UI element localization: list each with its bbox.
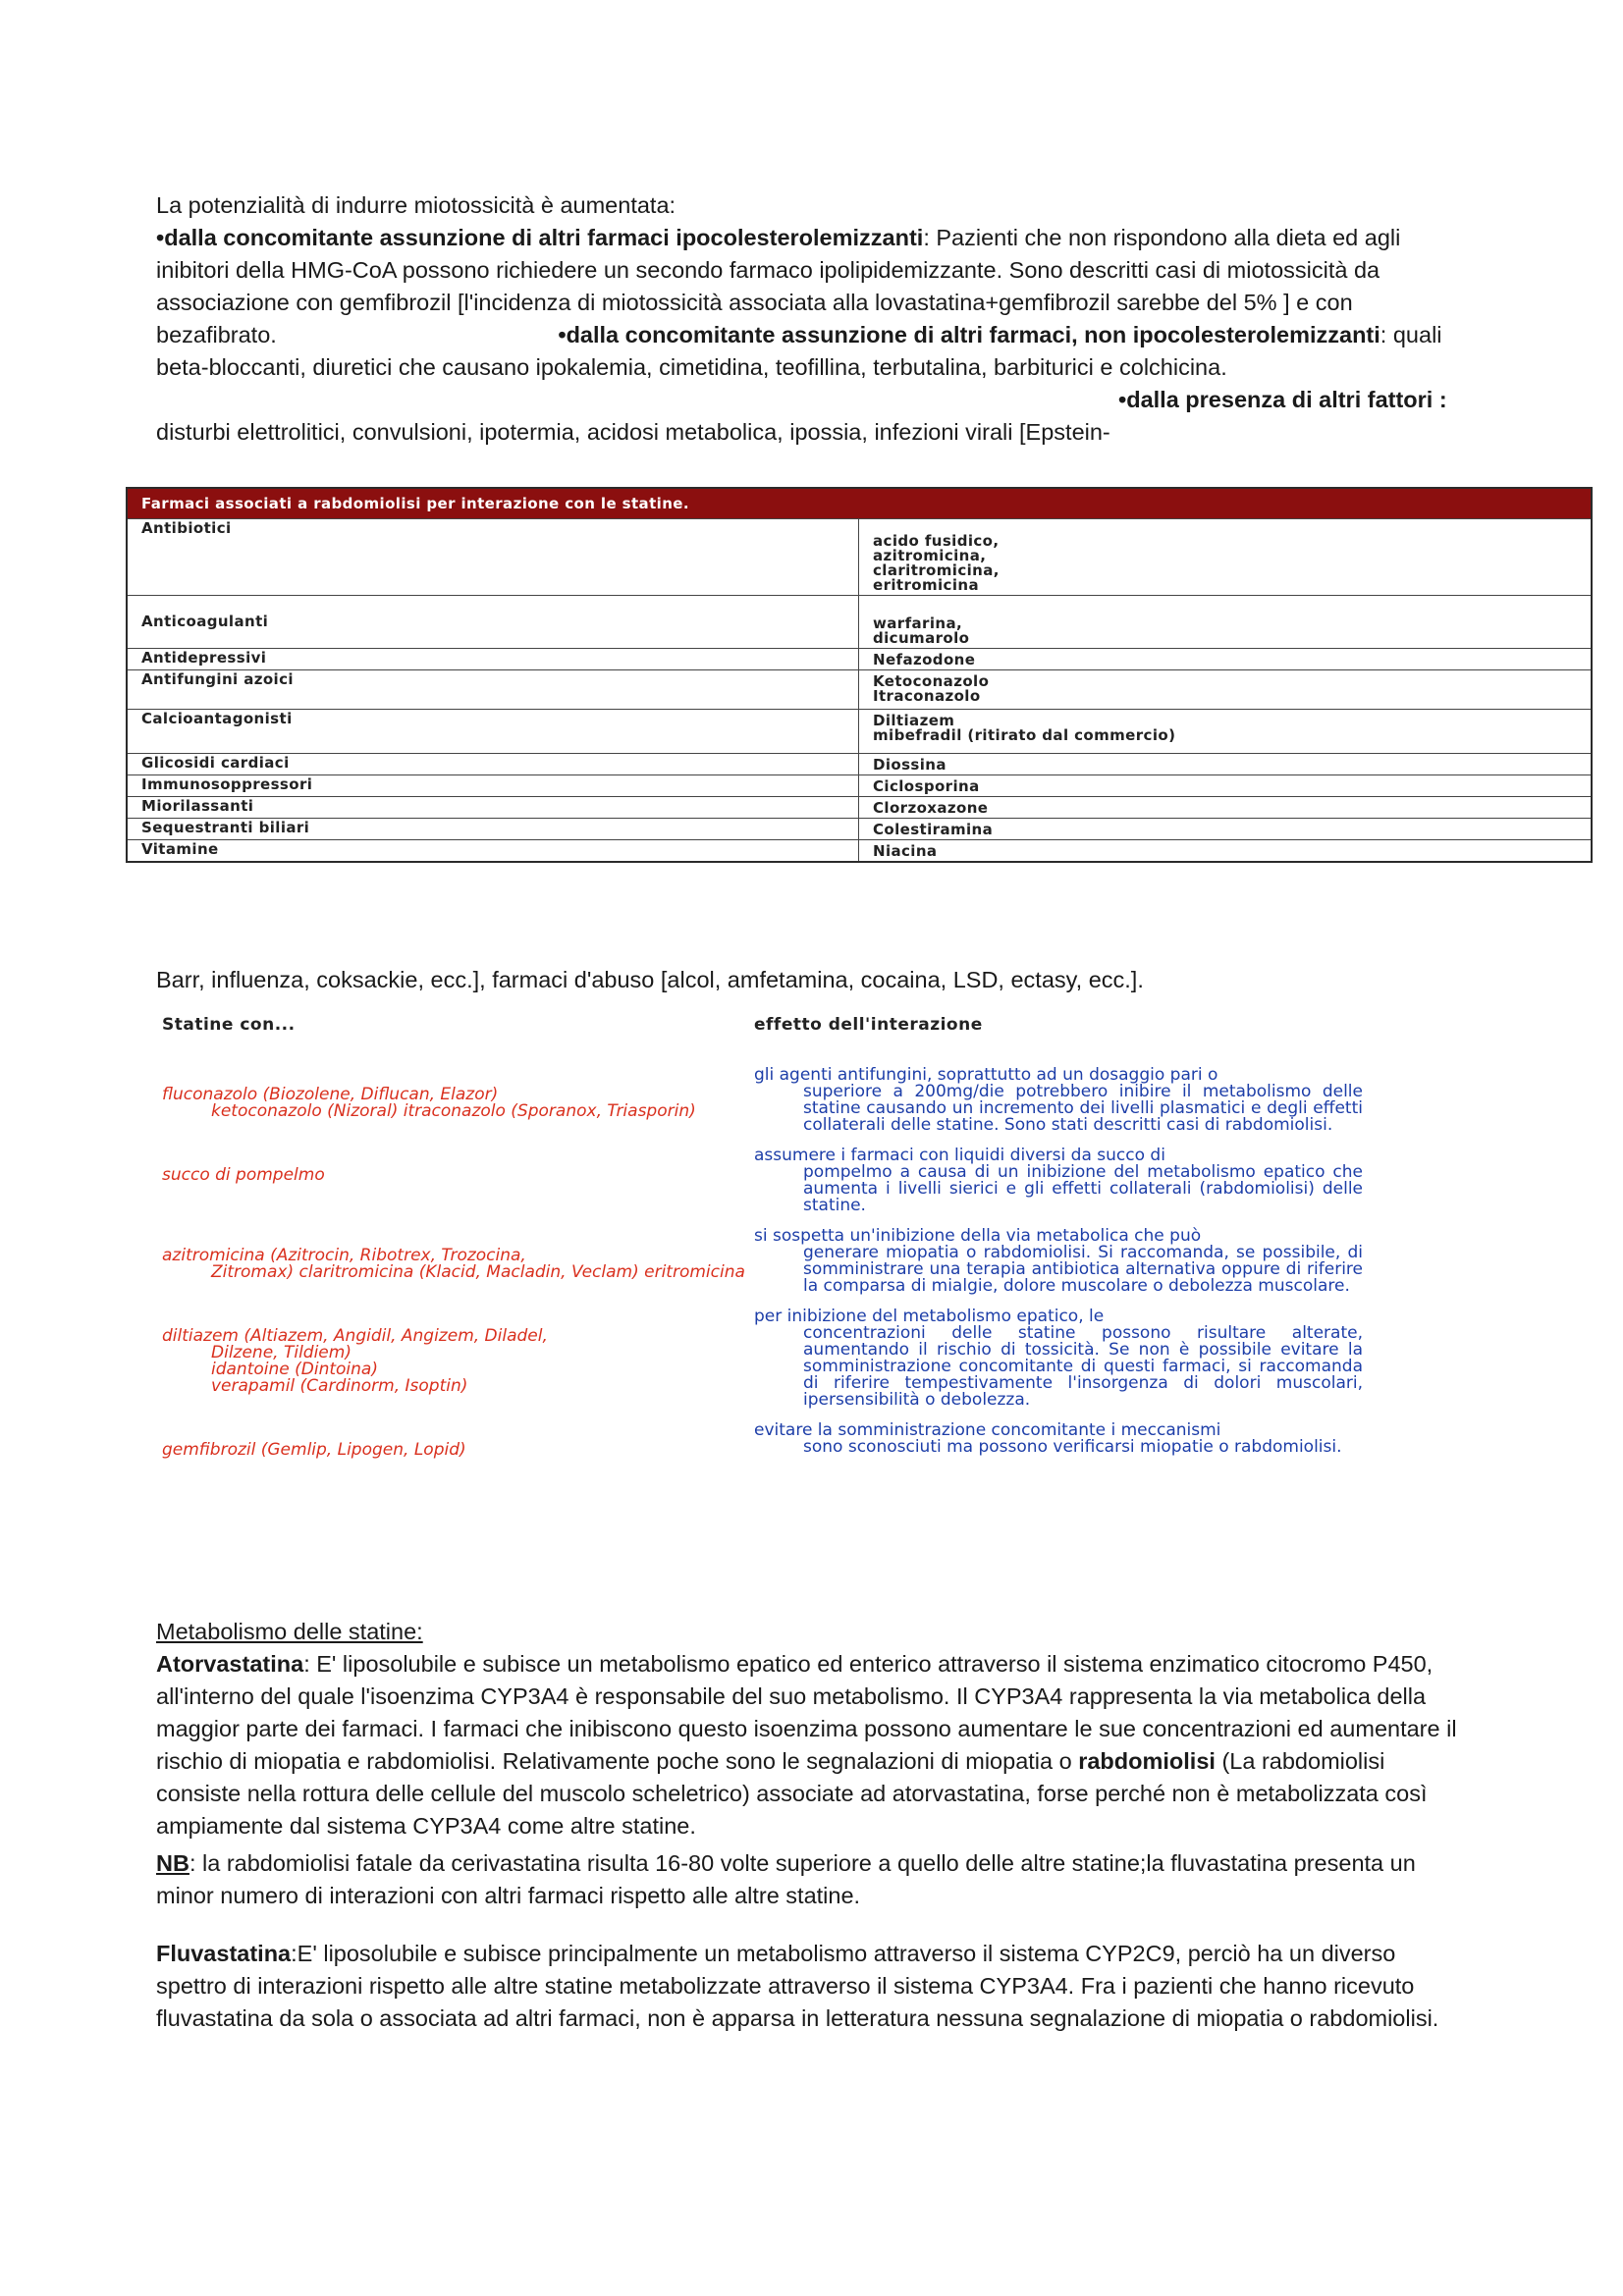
atorvastatina-text-1: : E' liposolubile e subisce un metabolismo epatico ed enterico attraverso il sistema enzimatico citocromo P450, all'interno del quale l'isoenzima CYP3A4 è responsabile del suo metabolismo. Il CYP3A4 rappresenta la via metabolica della maggior parte dei farmaci. I farmaci che inibiscono questo isoenzima possono aumentare le sue concentrazioni ed aumentare il rischio di miopatia e rabdomiolisi. Relativamente poche sono le segnalazioni di miopatia o	[156, 1651, 1457, 1774]
table1-row	[127, 775, 1592, 797]
table1-drug-class: Calcioantagonisti	[127, 710, 859, 754]
fluvastatina-paragraph	[156, 1938, 1464, 2035]
table2-row	[156, 1308, 1374, 1409]
table2-effect	[754, 1228, 1363, 1295]
table2-effect-line2: sono sconosciuti ma possono verificarsi miopatie o rabdomiolisi.	[803, 1437, 1342, 1457]
table2-effect-line2: pompelmo a causa di un inibizione del metabolismo epatico che aumenta i livelli sierici e gli effetti collaterali (rabdomiolisi) delle statine.	[803, 1162, 1363, 1215]
table2-effect-line2: concentrazioni delle statine possono risultare alterate, aumentando il rischio di tossicità. Se non è possibile evitare la somministrazione concomitante di questi farmaci, si raccomanda di riferire tempestivamente l'insorgenza di dolori muscolari, ipersensibilità o debolezza.	[803, 1323, 1363, 1410]
table1-row	[127, 754, 1592, 775]
table1-drug-class: Sequestranti biliari	[127, 819, 859, 840]
intro-line: La potenzialità di indurre miotossicità è aumentata:	[156, 192, 676, 218]
bullet-2-bold: •dalla concomitante assunzione di altri farmaci, non ipocolesterolemizzanti	[558, 322, 1380, 347]
metabolism-title: Metabolismo delle statine:	[156, 1619, 423, 1644]
table2-drug-line2: Dilzene, Tildiem) idantoine (Dintoina) verapamil (Cardinorm, Isoptin)	[211, 1343, 468, 1396]
nb-text: : la rabdomiolisi fatale da cerivastatina risulta 16-80 volte superiore a quello delle altre statine;la fluvastatina presenta un minor numero di interazioni con altri farmaci rispetto alle altre statine.	[156, 1850, 1416, 1908]
rabdomiolisi-label: rabdomiolisi	[1078, 1748, 1216, 1774]
table2-drug-line1: succo di pompelmo	[162, 1165, 325, 1185]
table1-drug-class: Antidepressivi	[127, 649, 859, 670]
table1-row	[127, 670, 1592, 710]
table1-row	[127, 797, 1592, 819]
table2-effect-line2: superiore a 200mg/die potrebbero inibire il metabolismo delle statine causando un incremento dei livelli plasmatici e degli effetti collaterali delle statine. Sono stati descritti casi di rabdomiolisi.	[803, 1082, 1363, 1135]
table1-drug-class: Antifungini azoici	[127, 670, 859, 710]
bullet-1-bold: •dalla concomitante assunzione di altri farmaci ipocolesterolemizzanti	[156, 225, 924, 250]
table2-drug-line1: diltiazem (Altiazem, Angidil, Angizem, Diladel,	[162, 1326, 548, 1346]
bullet-3-text: disturbi elettrolitici, convulsioni, ipotermia, acidosi metabolica, ipossia, infezioni virali [Epstein-	[156, 419, 1110, 445]
table1-row	[127, 819, 1592, 840]
table1-drug-class: Vitamine	[127, 840, 859, 863]
table2-drug	[156, 1228, 754, 1295]
fluvastatina-label: Fluvastatina	[156, 1941, 292, 1966]
table1-drug-class: Miorilassanti	[127, 797, 859, 819]
bullet-1-text: : Pazienti che non rispondono alla dieta ed agli inibitori della HMG-CoA possono richiedere un secondo farmaco ipolipidemizzante. Sono descritti casi di miotossicità da associazione con gemfibrozil [l'incidenza di miotossicità associata alla lovastatina+gemfibrozil sarebbe del 5% ] e con bezafibrato.	[156, 225, 1401, 347]
table1-drug-names: Colestiramina	[859, 819, 1593, 840]
intro-paragraph	[156, 189, 1464, 449]
table1-drug-names: Diossina	[859, 754, 1593, 775]
table1-row	[127, 519, 1592, 596]
bullet-1	[156, 222, 1464, 449]
table1-header: Farmaci associati a rabdomiolisi per interazione con le statine.	[127, 488, 1592, 519]
table2-effect-line1: assumere i farmaci con liquidi diversi da succo di	[754, 1146, 1165, 1165]
table2-drug-line1: fluconazolo (Biozolene, Diflucan, Elazor)	[162, 1085, 499, 1104]
table1-drug-class: Anticoagulanti	[127, 596, 859, 649]
table1-drug-names: Diltiazem mibefradil (ritirato dal commercio)	[859, 710, 1593, 754]
bullet-2-text: : quali beta-bloccanti, diuretici che causano ipokalemia, cimetidina, teofillina, terbutalina, barbiturici e colchicina.	[156, 322, 1442, 380]
table1-drug-names: Nefazodone	[859, 649, 1593, 670]
table2-effect-line2: generare miopatia o rabdomiolisi. Si raccomanda, se possibile, di somministrare una terapia antibiotica alternativa oppure di riferire la comparsa di mialgie, dolore muscolare o debolezza muscolare.	[803, 1243, 1363, 1296]
table1-row	[127, 649, 1592, 670]
table2-head-left: Statine con...	[162, 1015, 296, 1035]
table2-row	[156, 1228, 1374, 1295]
table2-row	[156, 1067, 1374, 1134]
table2-drug	[156, 1422, 754, 1459]
statin-interaction-table	[156, 1017, 1374, 1459]
continuation-line: Barr, influenza, coksackie, ecc.], farmaci d'abuso [alcol, amfetamina, cocaina, LSD, ectasy, ecc.].	[156, 967, 1144, 992]
nb-label: NB	[156, 1850, 189, 1876]
table2-effect-line1: si sospetta un'inibizione della via metabolica che può	[754, 1226, 1202, 1246]
table2-drug	[156, 1308, 754, 1409]
table1-row	[127, 840, 1592, 863]
metabolism-section	[156, 1616, 1464, 2035]
table2-effect-line1: per inibizione del metabolismo epatico, le	[754, 1307, 1105, 1326]
table2-effect	[754, 1422, 1363, 1459]
table2-drug	[156, 1067, 754, 1134]
table1-row	[127, 710, 1592, 754]
atorvastatina-text-2: (La rabdomiolisi consiste nella rottura delle cellule del muscolo scheletrico) associate ad atorvastatina, forse perché non è metabolizzata così ampiamente dal sistema CYP3A4 come altre statine.	[156, 1748, 1428, 1839]
table2-drug	[156, 1148, 754, 1214]
table2-effect-line1: gli agenti antifungini, soprattutto ad un dosaggio pari o	[754, 1065, 1218, 1085]
table1-drug-class: Immunosoppressori	[127, 775, 859, 797]
table1-row	[127, 596, 1592, 649]
table2-row	[156, 1422, 1374, 1459]
rhabdomyolysis-drug-table	[126, 487, 1593, 863]
table2-drug-line2: Zitromax) claritromicina (Klacid, Macladin, Veclam) eritromicina	[211, 1262, 745, 1282]
table2-effect	[754, 1308, 1363, 1409]
table1-drug-names: Clorzoxazone	[859, 797, 1593, 819]
table2-drug-line1: azitromicina (Azitrocin, Ribotrex, Trozocina,	[162, 1246, 526, 1265]
table1-drug-names: warfarina, dicumarolo	[859, 596, 1593, 649]
table2-head-right: effetto dell'interazione	[754, 1015, 983, 1035]
table1-drug-class: Glicosidi cardiaci	[127, 754, 859, 775]
atorvastatina-paragraph	[156, 1648, 1464, 1842]
bullet-3-bold: •dalla presenza di altri fattori :	[1118, 387, 1447, 412]
table1-drug-names: acido fusidico, azitromicina, claritromicina, eritromicina	[859, 519, 1593, 596]
fluvastatina-text: :E' liposolubile e subisce principalmente un metabolismo attraverso il sistema CYP2C9, perciò ha un diverso spettro di interazioni rispetto alle altre statine metabolizzate attraverso il sistema CYP3A4. Fra i pazienti che hanno ricevuto fluvastatina da sola o associata ad altri farmaci, non è apparsa in letteratura nessuna segnalazione di miopatia o rabdomiolisi.	[156, 1941, 1439, 2031]
table1-drug-names: Niacina	[859, 840, 1593, 863]
table2-drug-line1: gemfibrozil (Gemlip, Lipogen, Lopid)	[162, 1440, 466, 1460]
nb-paragraph	[156, 1847, 1464, 1912]
table2-drug-line2: ketoconazolo (Nizoral) itraconazolo (Sporanox, Triasporin)	[211, 1101, 696, 1121]
table1-drug-names: Ketoconazolo Itraconazolo	[859, 670, 1593, 710]
table1-drug-class: Antibiotici	[127, 519, 859, 596]
table2-row	[156, 1148, 1374, 1214]
table2-effect-line1: evitare la somministrazione concomitante i meccanismi	[754, 1420, 1221, 1440]
table1-drug-names: Ciclosporina	[859, 775, 1593, 797]
table2-effect	[754, 1148, 1363, 1214]
table2-header	[156, 1017, 1374, 1034]
table2-effect	[754, 1067, 1363, 1134]
atorvastatina-label: Atorvastatina	[156, 1651, 304, 1677]
